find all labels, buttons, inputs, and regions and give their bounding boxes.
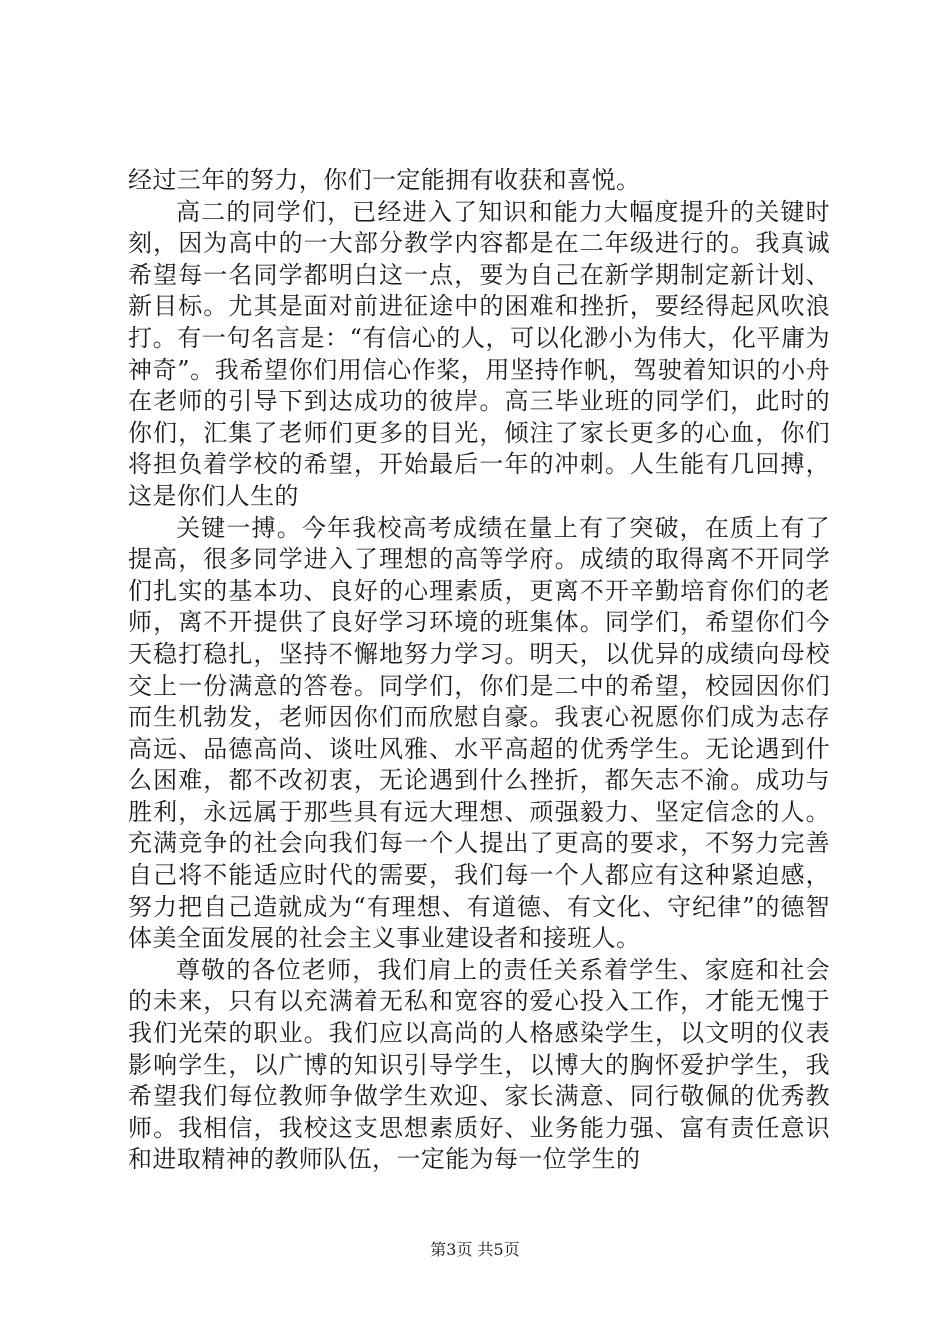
paragraph-3: 关键一搏。今年我校高考成绩在量上有了突破，在质上有了提高，很多同学进入了理想的高等学府。成绩的取得离不开同学们扎实的基本功、良好的心理素质，更离不开辛勤培育你们的老师，离不开提供了良好学习环境的班集体。同学们，希望你们今天稳打稳扎，坚持不懈地努力学习。明天，以优异的成绩向母校交上一份满意的答卷。同学们，你们是二中的希望，校园因你们而生机勃发，老师因你们而欣慰自豪。我衷心祝愿你们成为志存高远、品德高尚、谈吐风雅、水平高超的优秀学生。无论遇到什么困难，都不改初衷，无论遇到什么挫折，都矢志不渝。成功与胜利，永远属于那些具有远大理想、顽强毅力、坚定信念的人。充满竞争的社会向我们每一个人提出了更高的要求，不努力完善自己将不能适应时代的需要，我们每一个人都应有这种紧迫感，努力把自己造就成为“有理想、有道德、有文化、守纪律”的德智体美全面发展的社会主义事业建设者和接班人。	[128, 513, 830, 953]
paragraph-2: 高二的同学们，已经进入了知识和能力大幅度提升的关键时刻，因为高中的一大部分教学内容都是在二年级进行的。我真诚希望每一名同学都明白这一点，要为自己在新学期制定新计划、新目标。尤其是面对前进征途中的困难和挫折，要经得起风吹浪打。有一句名言是：“有信心的人，可以化渺小为伟大，化平庸为神奇”。我希望你们用信心作桨，用坚持作帆，驾驶着知识的小舟在老师的引导下到达成功的彼岸。高三毕业班的同学们，此时的你们，汇集了老师们更多的目光，倾注了家长更多的心血，你们将担负着学校的希望，开始最后一年的冲刺。人生能有几回搏，这是你们人生的	[128, 197, 830, 510]
document-body	[128, 165, 830, 1176]
paragraph-4: 尊敬的各位老师，我们肩上的责任关系着学生、家庭和社会的未来，只有以充满着无私和宽容的爱心投入工作，才能无愧于我们光荣的职业。我们应以高尚的人格感染学生，以文明的仪表影响学生，以广博的知识引导学生，以博大的胸怀爱护学生，我希望我们每位教师争做学生欢迎、家长满意、同行敬佩的优秀教师。我相信，我校这支思想素质好、业务能力强、富有责任意识和进取精神的教师队伍，一定能为每一位学生的	[128, 955, 830, 1174]
page-number-footer: 第3页 共5页	[430, 1240, 520, 1259]
paragraph-1: 经过三年的努力，你们一定能拥有收获和喜悦。	[128, 166, 641, 194]
